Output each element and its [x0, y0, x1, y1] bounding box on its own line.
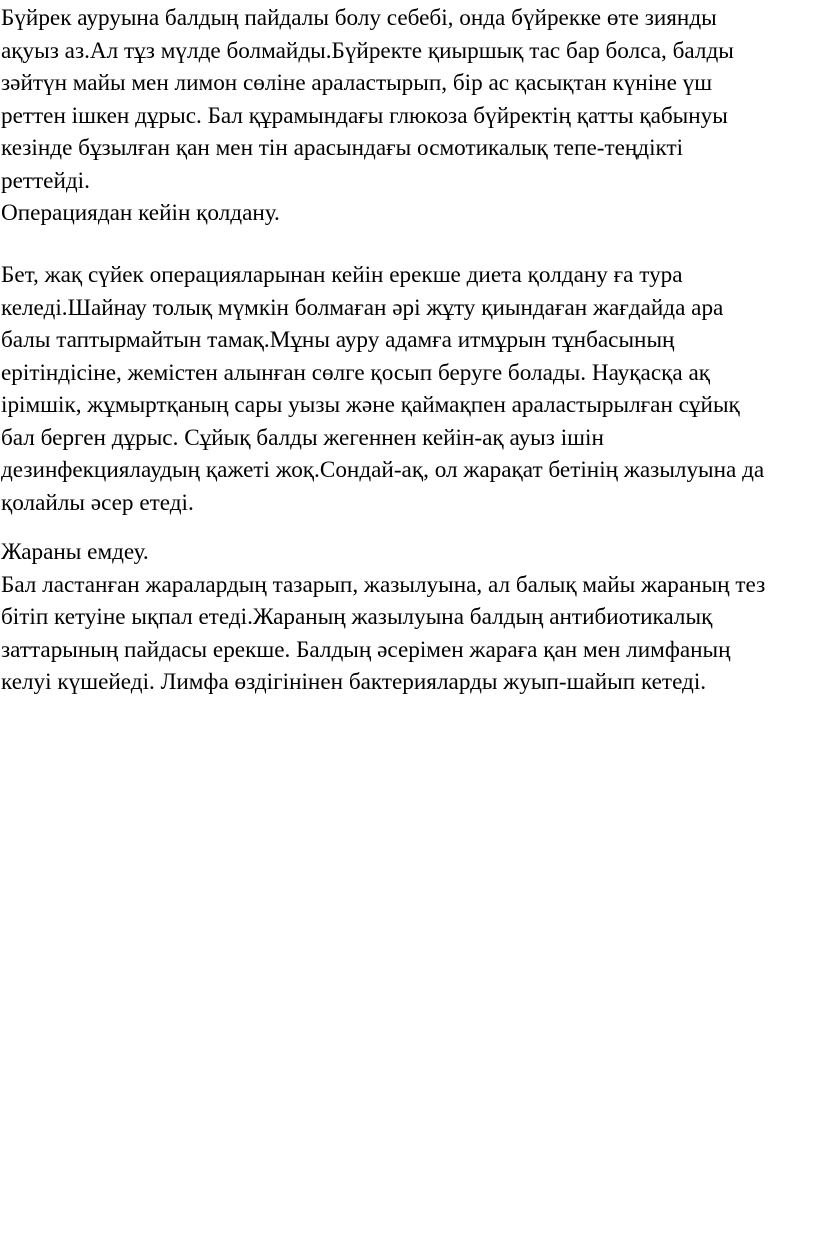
- paragraph-surgery: [1, 259, 816, 519]
- paragraph-kidney: [1, 2, 816, 197]
- text-line: балы таптырмайтын тамақ.Мұны ауру адамға итмұрын тұнбасының: [1, 327, 675, 353]
- heading-surgery: [1, 197, 816, 230]
- text-line: Бал ластанған жаралардың тазарып, жазылуына, ал балық майы жараның тез: [1, 571, 766, 598]
- text-line: зәйтүн майы мен лимон сөліне араластырып, бір ас қасықтан күніне үш: [1, 70, 713, 96]
- heading-text: Жараны емдеу.: [1, 539, 149, 565]
- text-line: бал берген дұрыс. Сұйық балды жегеннен кейін-ақ ауыз ішін: [1, 424, 604, 451]
- text-line: келуі күшейеді. Лимфа өздігінінен бактерияларды жуып-шайып кетеді.: [1, 669, 707, 695]
- heading-wounds: [1, 536, 816, 569]
- text-line: бітіп кетуіне ықпал етеді.Жараның жазылуына балдың антибиотикалық: [1, 604, 713, 630]
- section-wounds: [1, 536, 816, 699]
- section-surgery: [1, 259, 816, 519]
- text-line: келеді.Шайнау толық мүмкін болмаған әрі жұту қиындаған жағдайда ара: [1, 294, 724, 321]
- text-line: қолайлы әсер етеді.: [1, 489, 194, 516]
- text-line: дезинфекциялаудың қажеті жоқ.Сондай-ақ, ол жарақат бетінің жазылуына да: [1, 457, 765, 483]
- text-line: реттен ішкен дұрыс. Бал құрамындағы глюкоза бүйректің қатты қабынуы: [1, 102, 728, 129]
- text-line: ақуыз аз.Ал тұз мүлде болмайды.Бүйректе қиыршық тас бар болса, балды: [1, 37, 734, 64]
- text-line: ірімшік, жұмыртқаның сары уызы және қаймақпен араластырылған сұйық: [1, 392, 740, 418]
- text-line: реттейді.: [1, 167, 90, 194]
- heading-text: Операциядан кейін қолдану.: [1, 200, 280, 226]
- text-line: Бет, жақ сүйек операцияларынан кейін ерекше диета қолдану ға тура: [1, 262, 683, 288]
- text-line: кезінде бұзылған қан мен тін арасындағы осмотикалық тепе-теңдікті: [1, 135, 684, 161]
- text-line: заттарының пайдасы ерекше. Балдың әсерімен жараға қан мен лимфаның: [1, 636, 731, 663]
- text-line: ерітіндісіне, жемістен алынған сөлге қосып беруге болады. Науқасқа ақ: [1, 359, 711, 386]
- section-kidney: [1, 2, 816, 230]
- text-line: Бүйрек ауруына балдың пайдалы болу себебі, онда бүйрекке өте зиянды: [1, 5, 717, 31]
- paragraph-wounds: [1, 569, 816, 699]
